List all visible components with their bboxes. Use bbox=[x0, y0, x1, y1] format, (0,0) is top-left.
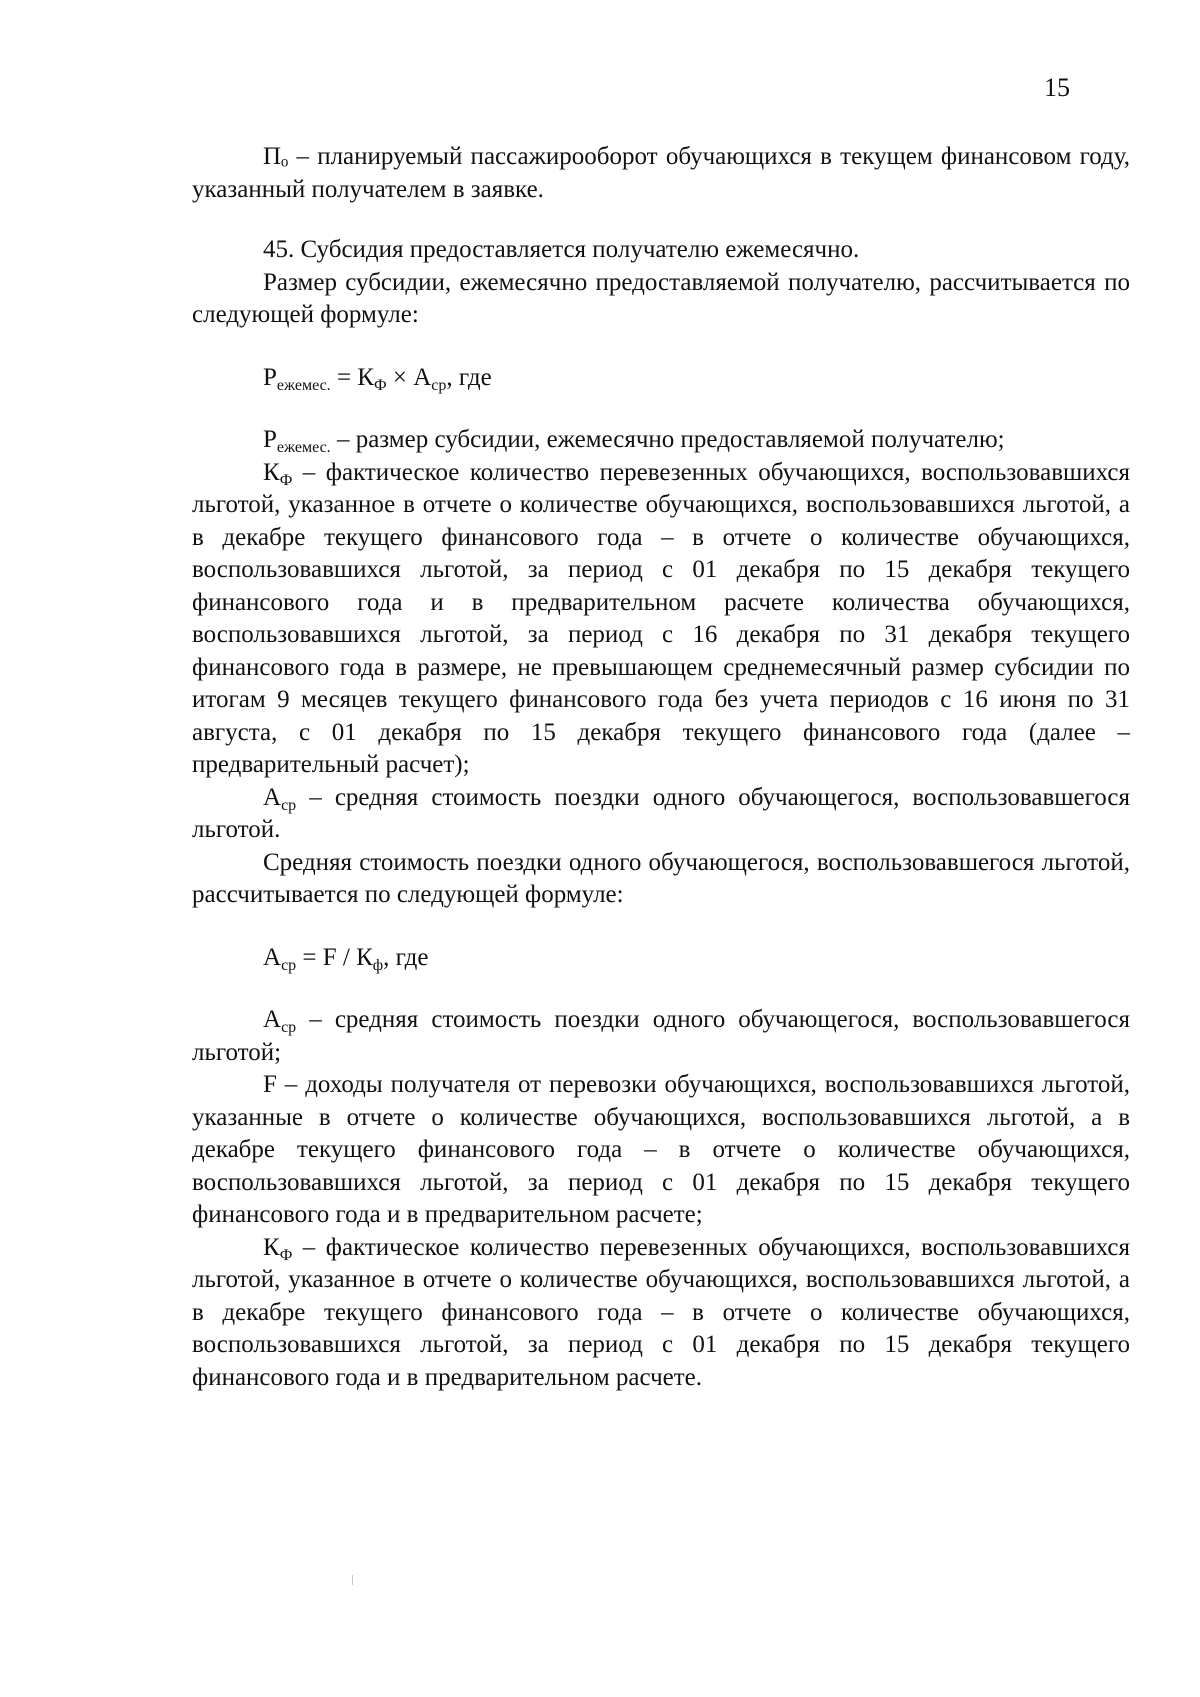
formula-equals-k: = К bbox=[330, 363, 374, 391]
formula-tail: , где bbox=[446, 363, 492, 391]
paragraph-po-definition: Пₒ – планируемый пассажирооборот обучающихся в текущем финансовом году, указанный получателем в заявке. bbox=[192, 143, 1130, 203]
formula-monthly-subsidy bbox=[192, 362, 1130, 395]
def-symbol: А bbox=[263, 1006, 282, 1033]
definition-a-average bbox=[192, 782, 1130, 847]
formula-p-symbol: Р bbox=[263, 363, 277, 391]
paragraph-subsidy-size: Размер субсидии, ежемесячно предоставляемой получателю, рассчитывается по следующей формуле: bbox=[192, 268, 1130, 328]
def-subscript: ежемес. bbox=[276, 439, 331, 456]
def-text: – средняя стоимость поездки одного обучающегося, воспользовавшегося льготой. bbox=[192, 783, 1130, 843]
def-text: – фактическое количество перевезенных обучающихся, воспользовавшихся льготой, указанное в отчете о количестве обучающихся, воспользовавшихся льготой, а в декабре текущего финансового года – в отчете о количестве обучающихся, воспользовавшихся льготой, за период с 01 декабря по 15 декабря текущего финансового года и в предварительном расчете. bbox=[192, 1233, 1130, 1391]
formula-tail: , где bbox=[383, 943, 429, 971]
scan-artifact bbox=[352, 1575, 353, 1585]
paragraph-45: 45. Субсидия предоставляется получателю ежемесячно. bbox=[263, 236, 860, 263]
def-symbol: К bbox=[263, 458, 280, 486]
def-symbol: А bbox=[263, 783, 282, 811]
formula-a-symbol: А bbox=[263, 943, 282, 971]
paragraph-average-cost: Средняя стоимость поездки одного обучающегося, воспользовавшегося льготой, рассчитывается по следующей формуле: bbox=[192, 848, 1130, 908]
formula-average-cost bbox=[192, 942, 1130, 975]
definition-a-average-2 bbox=[192, 1004, 1130, 1069]
def-symbol: К bbox=[263, 1233, 280, 1261]
formula-times-a: × А bbox=[386, 363, 432, 391]
formula-k-subscript: Ф bbox=[373, 376, 387, 394]
formula-k-subscript: ф bbox=[372, 956, 384, 974]
page-number: 15 bbox=[1044, 73, 1070, 102]
def-subscript: ср bbox=[281, 1019, 297, 1036]
def-text: – фактическое количество перевезенных обучающихся, воспользовавшихся льготой, указанное в отчете о количестве обучающихся, воспользовавшихся льготой, а в декабре текущего финансового года – в отчете о количестве обучающихся, воспользовавшихся льготой, за период с 01 декабря по 15 декабря текущего финансового года и в предварительном расчете количества обучающихся, воспользовавшихся льготой, за период с 16 декабря по 31 декабря текущего финансового года в размере, не превышающем среднемесячный размер субсидии по итогам 9 месяцев текущего финансового года без учета периодов с 16 июня по 31 августа, с 01 декабря по 15 декабря текущего финансового года (далее – предварительный расчет); bbox=[192, 458, 1130, 778]
def-subscript: Ф bbox=[279, 471, 293, 489]
def-subscript: ср bbox=[281, 796, 297, 814]
definition-f-income: F – доходы получателя от перевозки обучающихся, воспользовавшихся льготой, указанные в отчете о количестве обучающихся, воспользовавшихся льготой, а в декабре текущего финансового года – в отчете о количестве обучающихся, воспользовавшихся льготой, за период с 01 декабря по 15 декабря текущего финансового года и в предварительном расчете; bbox=[192, 1071, 1130, 1228]
definition-k-actual bbox=[192, 457, 1130, 782]
formula-equals-f-k: = F / К bbox=[296, 943, 373, 971]
def-text: – средняя стоимость поездки одного обучающегося, воспользовавшегося льготой; bbox=[192, 1006, 1130, 1066]
def-text: – размер субсидии, ежемесячно предоставляемой получателю; bbox=[330, 426, 1005, 453]
document-body bbox=[192, 141, 1130, 1394]
def-symbol: Р bbox=[263, 426, 277, 453]
definition-p-monthly bbox=[192, 424, 1130, 457]
formula-p-subscript: ежемес. bbox=[276, 376, 331, 394]
definition-k-actual-2 bbox=[192, 1232, 1130, 1395]
def-subscript: Ф bbox=[279, 1246, 293, 1264]
formula-a-subscript: ср bbox=[281, 956, 297, 974]
formula-a-subscript: ср bbox=[431, 376, 447, 394]
